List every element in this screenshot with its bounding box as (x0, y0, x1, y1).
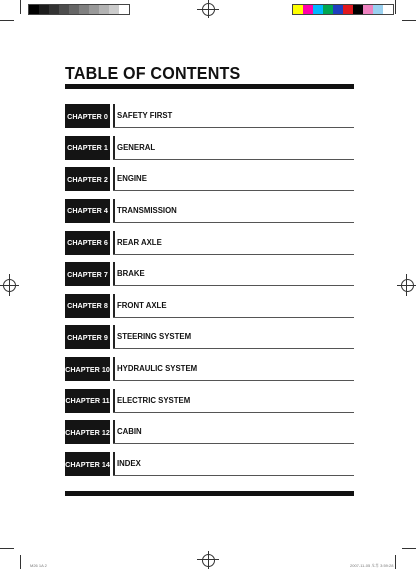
entry-underline (113, 190, 354, 191)
toc-entry[interactable] (65, 452, 354, 478)
gray-swatch (69, 5, 79, 14)
crop-mark-top-right-h (402, 20, 416, 21)
entry-underline (113, 159, 354, 160)
toc-entry[interactable] (65, 294, 354, 320)
entry-divider (113, 420, 115, 444)
entry-underline (113, 475, 354, 476)
footer-timestamp: 2007-11-05 오후 3:59:28 (350, 563, 394, 568)
color-swatch (303, 5, 313, 14)
chapter-title: TRANSMISSION (117, 205, 177, 215)
chapter-title: ENGINE (117, 174, 147, 184)
chapter-badge: CHAPTER 6 (65, 231, 110, 255)
chapter-badge: CHAPTER 11 (65, 389, 110, 413)
color-swatch (333, 5, 343, 14)
bottom-rule (65, 491, 354, 496)
chapter-badge: CHAPTER 4 (65, 199, 110, 223)
chapter-title: INDEX (117, 459, 141, 469)
crop-mark-bottom-right (395, 555, 396, 569)
entry-underline (113, 317, 354, 318)
entry-divider (113, 104, 115, 128)
table-of-contents (65, 104, 354, 484)
color-swatch (343, 5, 353, 14)
crop-mark-top-right (395, 0, 396, 14)
chapter-title: GENERAL (117, 142, 156, 152)
chapter-badge: CHAPTER 8 (65, 294, 110, 318)
entry-divider (113, 199, 115, 223)
entry-underline (113, 285, 354, 286)
color-swatch (373, 5, 383, 14)
chapter-badge: CHAPTER 12 (65, 420, 110, 444)
crop-mark-bottom-right-h (402, 548, 416, 549)
footer-file-label: M26 1A 2 (30, 563, 47, 568)
toc-entry[interactable] (65, 357, 354, 383)
toc-entry[interactable] (65, 199, 354, 225)
grayscale-color-bar (28, 4, 130, 15)
toc-entry[interactable] (65, 325, 354, 351)
chapter-title: CABIN (117, 427, 142, 437)
crop-mark-top-left-h (0, 20, 14, 21)
chapter-title: STEERING SYSTEM (117, 332, 192, 342)
gray-swatch (89, 5, 99, 14)
chapter-title: HYDRAULIC SYSTEM (117, 364, 198, 374)
chapter-badge: CHAPTER 2 (65, 167, 110, 191)
entry-divider (113, 294, 115, 318)
toc-entry[interactable] (65, 389, 354, 415)
entry-underline (113, 380, 354, 381)
entry-divider (113, 452, 115, 476)
entry-divider (113, 357, 115, 381)
crop-mark-bottom-left-h (0, 548, 14, 549)
color-swatch (293, 5, 303, 14)
gray-swatch (39, 5, 49, 14)
registration-mark-left (0, 274, 20, 296)
entry-divider (113, 231, 115, 255)
color-swatch (363, 5, 373, 14)
entry-divider (113, 262, 115, 286)
toc-entry[interactable] (65, 231, 354, 257)
chapter-title: FRONT AXLE (117, 300, 167, 310)
registration-mark-right (396, 274, 416, 296)
chapter-title: REAR AXLE (117, 237, 162, 247)
entry-underline (113, 254, 354, 255)
chapter-title: ELECTRIC SYSTEM (117, 395, 191, 405)
entry-underline (113, 412, 354, 413)
chapter-badge: CHAPTER 9 (65, 325, 110, 349)
entry-underline (113, 127, 354, 128)
toc-entry[interactable] (65, 104, 354, 130)
crop-mark-bottom-left (20, 555, 21, 569)
color-swatch (313, 5, 323, 14)
entry-underline (113, 443, 354, 444)
crop-mark-top-left (20, 0, 21, 14)
entry-underline (113, 222, 354, 223)
title-rule (65, 84, 354, 89)
toc-entry[interactable] (65, 420, 354, 446)
page-title: TABLE OF CONTENTS (65, 63, 241, 83)
registration-mark-top (197, 0, 219, 20)
gray-swatch (29, 5, 39, 14)
chapter-badge: CHAPTER 14 (65, 452, 110, 476)
gray-swatch (59, 5, 69, 14)
color-swatch (323, 5, 333, 14)
toc-entry[interactable] (65, 167, 354, 193)
chapter-badge: CHAPTER 1 (65, 136, 110, 160)
entry-divider (113, 389, 115, 413)
entry-underline (113, 348, 354, 349)
gray-swatch (79, 5, 89, 14)
entry-divider (113, 136, 115, 160)
registration-mark-bottom (197, 549, 219, 569)
chapter-badge: CHAPTER 0 (65, 104, 110, 128)
entry-divider (113, 167, 115, 191)
chapter-title: SAFETY FIRST (117, 111, 173, 120)
color-swatch (383, 5, 393, 14)
toc-entry[interactable] (65, 136, 354, 162)
color-swatch (353, 5, 363, 14)
toc-entry[interactable] (65, 262, 354, 288)
process-color-bar (292, 4, 394, 15)
gray-swatch (99, 5, 109, 14)
chapter-badge: CHAPTER 7 (65, 262, 110, 286)
gray-swatch (49, 5, 59, 14)
gray-swatch (109, 5, 119, 14)
gray-swatch (119, 5, 129, 14)
entry-divider (113, 325, 115, 349)
chapter-badge: CHAPTER 10 (65, 357, 110, 381)
chapter-title: BRAKE (117, 269, 145, 279)
